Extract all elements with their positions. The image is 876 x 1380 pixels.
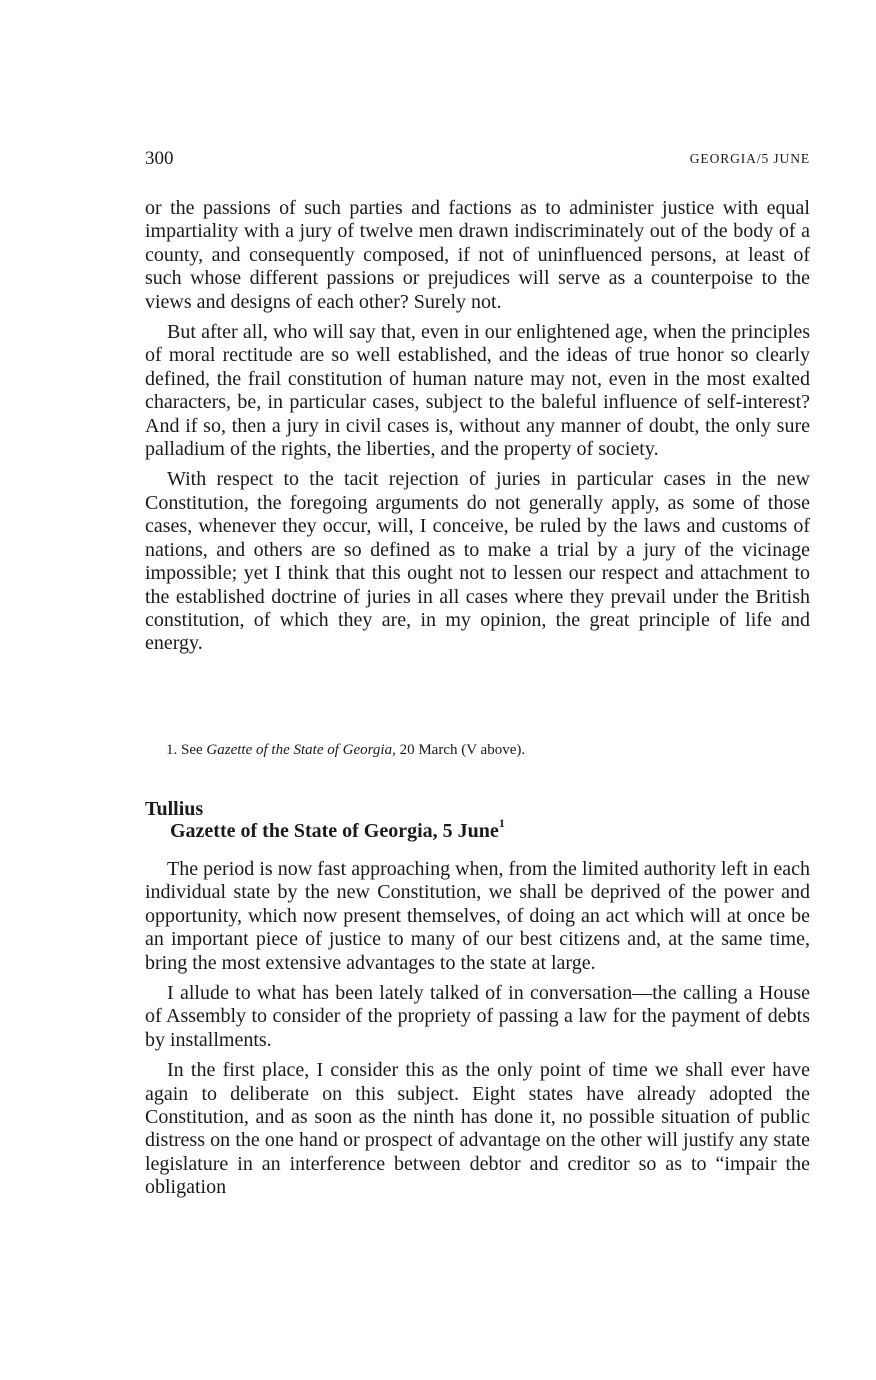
- footnote-prefix: 1. See: [166, 742, 207, 758]
- footnote-suffix: 20 March (V above).: [395, 742, 526, 758]
- section-2-text: [145, 858, 810, 1207]
- footnote-citation: Gazette of the State of Georgia,: [206, 742, 396, 758]
- document-author-heading: Tullius: [145, 798, 204, 820]
- footnote: [166, 740, 806, 760]
- running-head: [145, 148, 810, 174]
- paragraph: In the first place, I consider this as the only point of time we shall ever have again to deliberate on this subject. Eight states have already adopted the Constitution, and as soon as the ninth has done it, no possible situation of public distress on the one hand or prospect of advantage on the other will justify any state legislature in an interference between debtor and creditor so as to “impair the obligation: [145, 1059, 810, 1199]
- footnote-marker: 1: [498, 816, 505, 831]
- section-1-text: [145, 197, 810, 663]
- paragraph: The period is now fast approaching when, from the limited authority left in each individual state by the new Constitution, we shall be deprived of the power and opportunity, which now present themselves, of doing an act which will at once be an important piece of justice to many of our best citizens and, at the same time, bring the most extensive advantages to the state at large.: [145, 858, 810, 974]
- paragraph: But after all, who will say that, even in our enlightened age, when the principles of moral rectitude are so well established, and the ideas of true honor so clearly defined, the frail constitution of human nature may not, even in the most exalted characters, be, in particular cases, subject to the baleful influence of self-interest? And if so, then a jury in civil cases is, without any manner of doubt, the only sure palladium of the rights, the liberties, and the property of society.: [145, 321, 810, 461]
- source-title: Gazette of the State of Georgia, 5 June: [170, 820, 499, 842]
- page-number: 300: [145, 148, 174, 169]
- paragraph: With respect to the tacit rejection of juries in particular cases in the new Constitution, the foregoing arguments do not generally apply, as some of those cases, whenever they occur, will, I conceive, be ruled by the laws and customs of nations, and others are so defined as to make a trial by a jury of the vicinage impossible; yet I think that this ought not to lessen our respect and attachment to the established doctrine of juries in all cases where they prevail under the British constitution, of which they are, in my opinion, the great principle of life and energy.: [145, 468, 810, 655]
- running-title: GEORGIA/5 JUNE: [689, 151, 810, 166]
- document-source-heading: [170, 816, 505, 843]
- paragraph: I allude to what has been lately talked of in conversation—the calling a House of Assembly to consider of the propriety of passing a law for the payment of debts by installments.: [145, 982, 810, 1051]
- paragraph: or the passions of such parties and factions as to administer justice with equal impartiality with a jury of twelve men drawn indiscriminately out of the body of a county, and consequently composed, if not of uninfluenced persons, at least of such whose different passions or prejudices will serve as a counterpoise to the views and designs of each other? Surely not.: [145, 197, 810, 313]
